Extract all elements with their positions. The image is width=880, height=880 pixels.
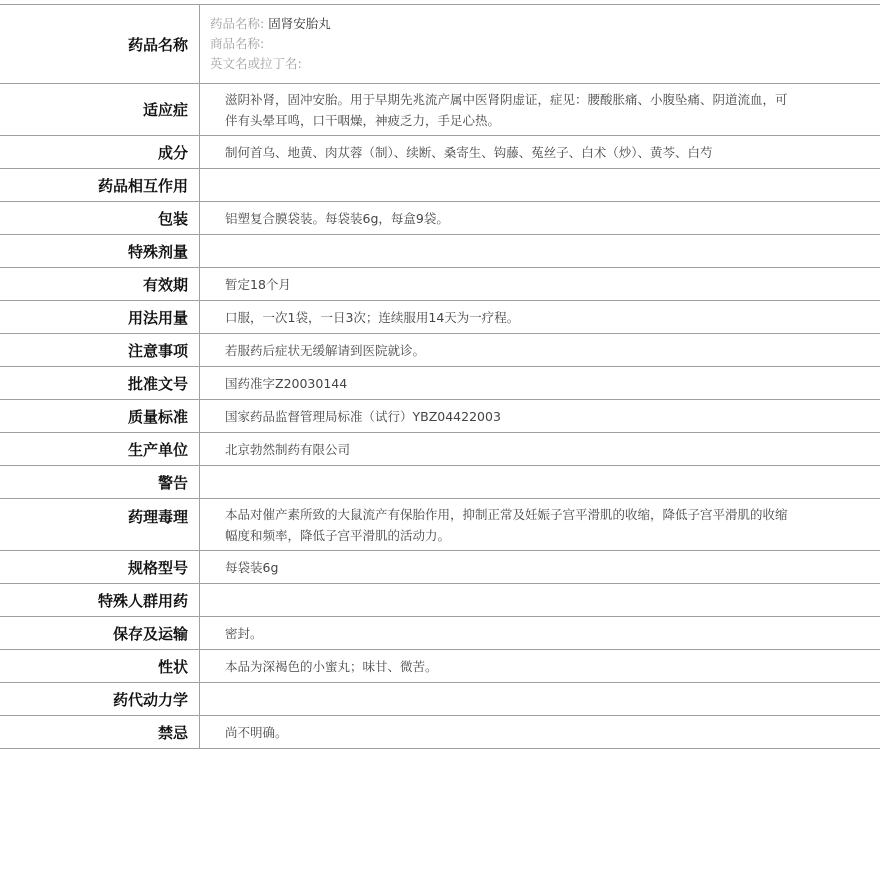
precautions-label: 注意事项 — [0, 334, 200, 366]
packaging-label: 包装 — [0, 202, 200, 234]
contraindications-label: 禁忌 — [0, 716, 200, 748]
approval-number-value: 国药准字Z20030144 — [225, 375, 348, 391]
pharmacokinetics-value — [200, 683, 880, 715]
row-description — [0, 650, 880, 683]
interactions-label: 药品相互作用 — [0, 169, 200, 201]
row-warning — [0, 466, 880, 499]
trade-name-line — [210, 34, 788, 54]
row-precautions — [0, 334, 880, 367]
row-pharmacokinetics — [0, 683, 880, 716]
warning-value — [200, 466, 880, 498]
drug-info-table — [0, 4, 880, 749]
row-special-population — [0, 584, 880, 617]
special-population-value — [200, 584, 880, 616]
special-population-label: 特殊人群用药 — [0, 584, 200, 616]
warning-label: 警告 — [0, 466, 200, 498]
precautions-value: 若服药后症状无缓解请到医院就诊。 — [225, 342, 426, 358]
row-quality-standard — [0, 400, 880, 433]
row-dosage — [0, 301, 880, 334]
generic-name-key: 药品名称: — [210, 16, 265, 31]
row-special-dosage — [0, 235, 880, 268]
trade-name-key: 商品名称: — [210, 36, 265, 51]
indications-value: 滋阴补肾，固冲安胎。用于早期先兆流产属中医肾阴虚证，症见：腰酸胀痛、小腹坠痛、阴道流血，可伴有头晕耳鸣，口干咽燥，神疲乏力，手足心热。 — [225, 91, 788, 128]
ingredients-value — [200, 136, 880, 168]
pharmacology-value: 本品对催产素所致的大鼠流产有保胎作用，抑制正常及妊娠子宫平滑肌的收缩，降低子宫平滑肌的收缩幅度和频率，降低子宫平滑肌的活动力。 — [225, 506, 788, 543]
storage-value: 密封。 — [225, 625, 263, 641]
special-dosage-value — [200, 235, 880, 267]
indications-label: 适应症 — [0, 84, 200, 135]
row-approval-number — [0, 367, 880, 400]
pharmacokinetics-label: 药代动力学 — [0, 683, 200, 715]
storage-label: 保存及运输 — [0, 617, 200, 649]
quality-standard-label: 质量标准 — [0, 400, 200, 432]
generic-name-value: 固肾安胎丸 — [268, 16, 331, 31]
special-dosage-label: 特殊剂量 — [0, 235, 200, 267]
shelf-life-label: 有效期 — [0, 268, 200, 300]
row-ingredients — [0, 136, 880, 169]
generic-name-line — [210, 14, 788, 34]
row-drug-names — [0, 5, 880, 84]
dosage-label: 用法用量 — [0, 301, 200, 333]
contraindications-value: 尚不明确。 — [225, 724, 288, 740]
english-name-line — [210, 54, 788, 74]
drug-names-value — [200, 5, 880, 83]
row-contraindications — [0, 716, 880, 749]
shelf-life-value: 暂定18个月 — [225, 276, 291, 292]
packaging-value: 铝塑复合膜袋装。每袋装6g，每盒9袋。 — [225, 210, 449, 226]
manufacturer-value: 北京勃然制药有限公司 — [225, 441, 351, 457]
specification-value: 每袋装6g — [225, 559, 279, 575]
row-storage — [0, 617, 880, 650]
specification-label: 规格型号 — [0, 551, 200, 583]
row-pharmacology — [0, 499, 880, 551]
row-specification — [0, 551, 880, 584]
row-manufacturer — [0, 433, 880, 466]
approval-number-label: 批准文号 — [0, 367, 200, 399]
drug-names-label: 药品名称 — [0, 5, 200, 83]
row-packaging — [0, 202, 880, 235]
row-shelf-life — [0, 268, 880, 301]
row-indications — [0, 84, 880, 136]
dosage-value: 口服，一次1袋，一日3次；连续服用14天为一疗程。 — [225, 309, 520, 325]
description-label: 性状 — [0, 650, 200, 682]
english-name-key: 英文名或拉丁名: — [210, 56, 302, 71]
description-value: 本品为深褐色的小蜜丸；味甘、微苦。 — [225, 658, 438, 674]
quality-standard-value: 国家药品监督管理局标准（试行）YBZ04422003 — [225, 408, 501, 424]
row-interactions — [0, 169, 880, 202]
interactions-value — [200, 169, 880, 201]
ingredients-label: 成分 — [0, 136, 200, 168]
pharmacology-label: 药理毒理 — [0, 499, 200, 550]
ingredients-text: 制何首乌、地黄、肉苁蓉（制）、续断、桑寄生、钩藤、菟丝子、白术（炒）、黄芩、白芍 — [225, 144, 713, 160]
manufacturer-label: 生产单位 — [0, 433, 200, 465]
